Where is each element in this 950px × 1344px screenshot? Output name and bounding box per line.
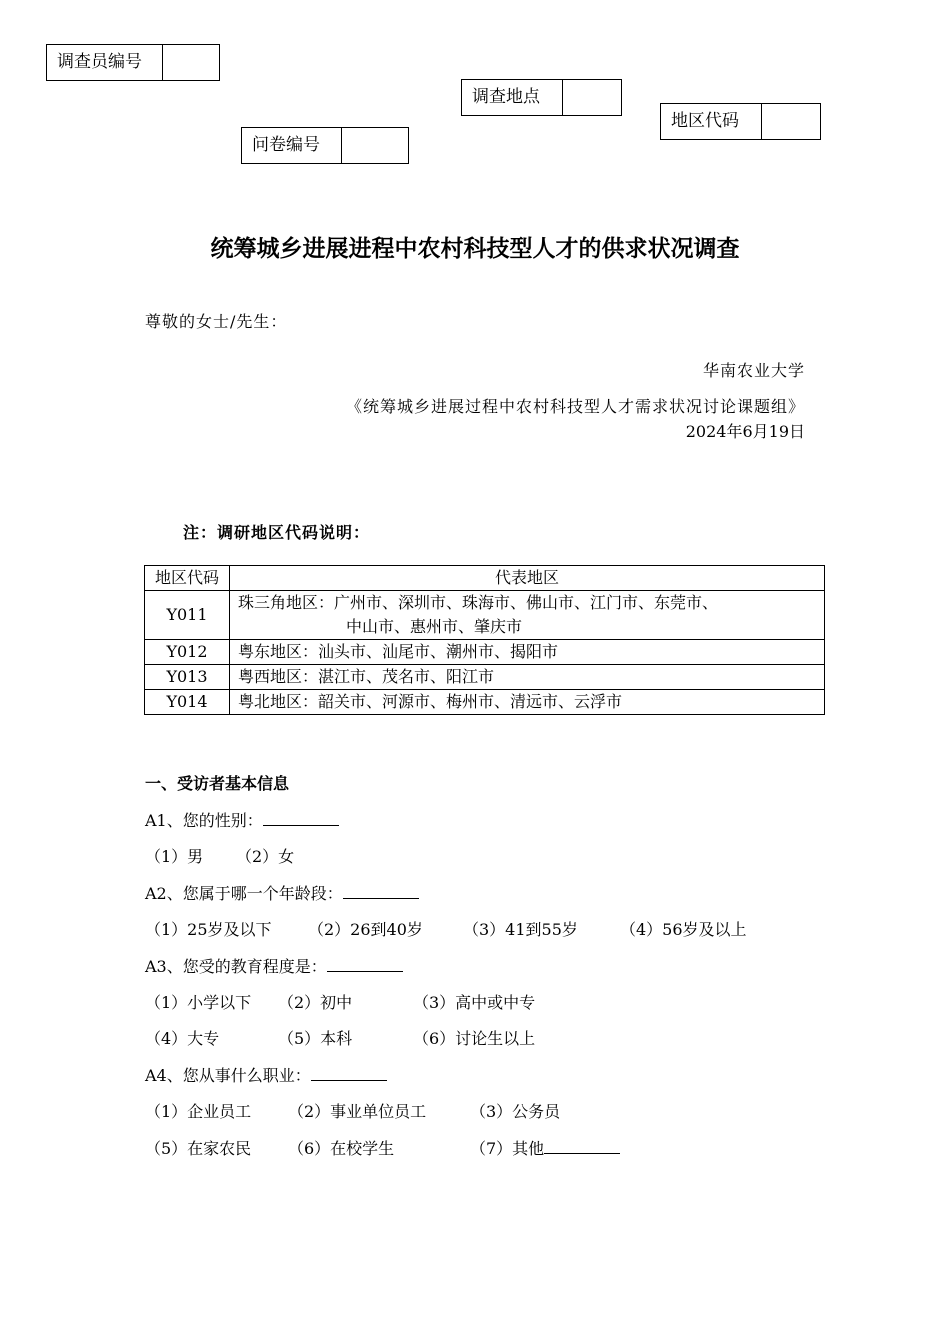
table-cell-code: Y011 [145,591,230,640]
survey-location-label: 调查地点 [462,80,563,115]
table-cell-region: 粤西地区：湛江市、茂名市、阳江市 [230,665,825,690]
question-text: A1、您的性别： [145,811,263,830]
table-cell-code: Y014 [145,690,230,715]
survey-location-box [461,79,622,116]
other-blank[interactable] [544,1137,620,1154]
option[interactable]: （6）在校学生 [288,1139,395,1158]
option[interactable]: （2）事业单位员工 [288,1102,427,1121]
signature-org: 华南农业大学 [702,361,805,380]
option[interactable]: （1）男 [145,847,204,866]
questionnaire-id-field[interactable] [342,128,408,163]
table-cell-region [230,591,825,640]
table-row [145,665,825,690]
investigator-id-box [46,44,220,81]
table-header-region: 代表地区 [230,566,825,591]
question-a4 [145,1063,387,1086]
document-title: 统筹城乡进展进程中农村科技型人才的供求状况调查 [210,236,740,262]
region-code-field[interactable] [762,104,820,139]
answer-blank[interactable] [311,1064,387,1081]
question-text: A3、您受的教育程度是： [145,957,327,976]
table-cell-code: Y012 [145,640,230,665]
option[interactable]: （6）讨论生以上 [413,1029,536,1048]
option[interactable]: （1）小学以下 [145,993,252,1012]
region-line: 中山市、惠州市、肇庆市 [346,617,523,636]
greeting: 尊敬的女士/先生： [145,312,288,331]
option-other[interactable] [470,1136,620,1159]
question-a1 [145,808,339,831]
table-row [145,690,825,715]
option[interactable]: （4）大专 [145,1029,220,1048]
table-header-row [145,566,825,591]
option[interactable]: （2）女 [236,847,295,866]
option[interactable]: （2）26到40岁 [308,920,423,939]
table-row [145,591,825,640]
table-cell-region: 粤东地区：汕头市、汕尾市、潮州市、揭阳市 [230,640,825,665]
option[interactable]: （3）41到55岁 [463,920,578,939]
signature-date: 2024年6月19日 [685,422,805,441]
signature-group: 《统筹城乡进展过程中农村科技型人才需求状况讨论课题组》 [345,397,805,416]
answer-blank[interactable] [343,882,419,899]
question-a2 [145,881,419,904]
region-code-table [144,565,825,715]
survey-location-field[interactable] [563,80,621,115]
option[interactable]: （3）高中或中专 [413,993,536,1012]
option[interactable]: （3）公务员 [470,1102,561,1121]
question-a3 [145,954,403,977]
region-code-label: 地区代码 [661,104,762,139]
table-header-code: 地区代码 [145,566,230,591]
option[interactable]: （4）56岁及以上 [620,920,747,939]
question-text: A4、您从事什么职业： [145,1066,311,1085]
option[interactable]: （2）初中 [278,993,353,1012]
option[interactable]: （1）25岁及以下 [145,920,272,939]
answer-blank[interactable] [327,955,403,972]
table-cell-code: Y013 [145,665,230,690]
section-heading: 一、受访者基本信息 [145,774,290,793]
question-text: A2、您属于哪一个年龄段： [145,884,343,903]
table-row [145,640,825,665]
table-cell-region: 粤北地区：韶关市、河源市、梅州市、清远市、云浮市 [230,690,825,715]
answer-blank[interactable] [263,809,339,826]
questionnaire-id-box [241,127,409,164]
option[interactable]: （5）在家农民 [145,1139,252,1158]
option[interactable]: （1）企业员工 [145,1102,252,1121]
investigator-id-label: 调查员编号 [47,45,163,80]
region-code-note: 注：调研地区代码说明： [183,523,371,542]
option-label: （7）其他 [470,1139,545,1158]
region-line: 珠三角地区：广州市、深圳市、珠海市、佛山市、江门市、东莞市、 [238,593,719,612]
region-code-box [660,103,821,140]
investigator-id-field[interactable] [163,45,219,80]
option[interactable]: （5）本科 [278,1029,353,1048]
questionnaire-id-label: 问卷编号 [242,128,342,163]
